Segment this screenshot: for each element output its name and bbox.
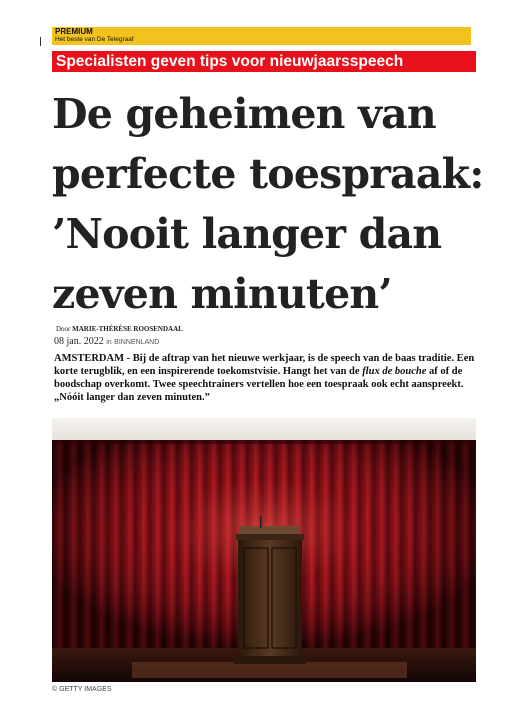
byline-prefix: Door [56,325,71,333]
kicker-text: Specialisten geven tips voor nieuwjaarsspeech [56,53,404,70]
photo-credit [52,685,112,695]
premium-banner [52,27,471,45]
text-cursor [40,37,41,46]
author-name[interactable]: MARIE-THÉRÈSE ROOSENDAAL [72,325,183,333]
section-prefix: in [106,339,112,346]
article-lead [54,352,476,404]
premium-label: PREMIUM [55,27,93,36]
article-photo[interactable] [52,418,476,682]
publish-date: 08 jan. 2022 [54,336,104,347]
lead-location: AMSTERDAM - [54,353,131,364]
section-link[interactable]: BINNENLAND [114,339,160,346]
headline-line: perfecte toespraak: [52,150,484,198]
article-headline [52,84,482,324]
dateline [54,336,159,349]
lead-text: Bij de aftrap van het nieuwe werkjaar, is de speech van de baas traditie. Een korte terugblik, en een inspirerende toekomstvisie. Hangt het van de [54,353,475,377]
premium-subtitle: Het beste van De Telegraaf [55,36,134,43]
headline-line: zeven minuten’ [52,270,392,318]
lead-italic-phrase: flux de bouche [362,366,427,377]
kicker-banner [52,51,476,72]
headline-line: De geheimen van [52,90,436,138]
photo-credit-text: GETTY IMAGES [59,686,112,693]
headline-line: ’Nooit langer dan [52,210,442,258]
lead-text-end: af of de boodschap overkomt. Twee speechtrainers vertellen hoe een toespraak ook echt aanspreekt. „Nóóit langer dan zeven minuten.” [54,366,464,403]
byline [56,325,183,334]
copyright-icon: © [52,686,58,693]
